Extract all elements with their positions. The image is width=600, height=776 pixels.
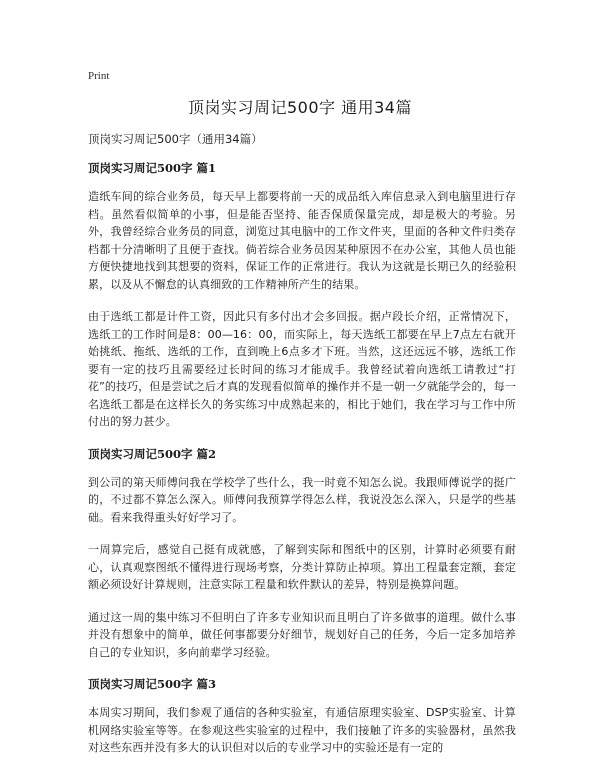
document-subtitle: 顶岗实习周记500字（通用34篇）	[88, 132, 263, 146]
document-body	[88, 160, 516, 772]
paragraph: 通过这一周的集中练习不但明白了许多专业知识而且明白了许多做事的道理。做什么事并没有想象中的简单，做任何事都要分好细节，规划好自己的任务，今后一定多加培养自己的专业知识，多向前辈学习经验。	[88, 610, 516, 659]
paragraph: 到公司的第天师傅问我在学校学了些什么，我一时竟不知怎么说。我跟师傅说学的挺广的，不过都不算怎么深入。师傅问我预算学得怎么样，我说没怎么深入，只是学的些基础。看来我得重头好好学习了。	[88, 475, 516, 524]
paragraph: 造纸车间的综合业务员，每天早上都要将前一天的成品纸入库信息录入到电脑里进行存档。虽然看似简单的小事，但是能否坚持、能否保质保量完成，却是极大的考验。另外，我曾经综合业务员的同意，浏览过其电脑中的工作文件夹，里面的各种文件归类存档都十分清晰明了且便于查找。倘若综合业务员因某种原因不在办公室，其他人员也能方便快捷地找到其想要的资料，保证工作的正常进行。我认为这就是长期已久的经验积累，以及从不懈怠的认真细致的工作精神所产生的结果。	[88, 190, 516, 291]
print-link[interactable]: Print	[88, 70, 110, 82]
paragraph: 本周实习期间，我们参观了通信的各种实验室，有通信原理实验室、DSP实验室、计算机网络实验室等等。在参观这些实验室的过程中，我们接触了许多的实验器材，虽然我对这些东西并没有多大的认识但对以后的专业学习中的实验还是有一定的	[88, 706, 516, 754]
section-1	[88, 160, 516, 431]
section-heading: 顶岗实习周记500字 篇3	[88, 677, 217, 691]
paragraph: 一周算完后，感觉自己挺有成就感，了解到实际和图纸中的区别，计算时必须要有耐心，认真观察图纸不懂得进行现场考察，分类计算防止掉项。算出工程量套定额，套定额必须设好计算规则，注意实际工程量和软件默认的差异，特别是换算问题。	[88, 543, 516, 591]
section-heading: 顶岗实习周记500字 篇1	[88, 161, 217, 175]
section-heading: 顶岗实习周记500字 篇2	[88, 446, 217, 461]
section-3	[88, 676, 516, 757]
paragraph: 由于选纸工都是计件工资，因此只有多付出才会多回报。据卢段长介绍，正常情况下，选纸工的工作时间是8：00—16：00，而实际上，每天选纸工都要在早上7点左右就开始挑纸、拖纸、选纸的工作，直到晚上6点多才下班。当然，这还远远不够，选纸工作要有一定的技巧且需要经过长时间的练习才能成手。我曾经试着向选纸工请教过“打花”的技巧，但是尝试之后才真的发现看似简单的操作并不是一朝一夕就能学会的，每一名选纸工都是在这样长久的务实练习中成熟起来的，相比于她们，我在学习与工作中所付出的努力甚少。	[88, 310, 516, 428]
section-2	[88, 446, 516, 662]
document-title: 顶岗实习周记500字 通用34篇	[188, 98, 412, 117]
